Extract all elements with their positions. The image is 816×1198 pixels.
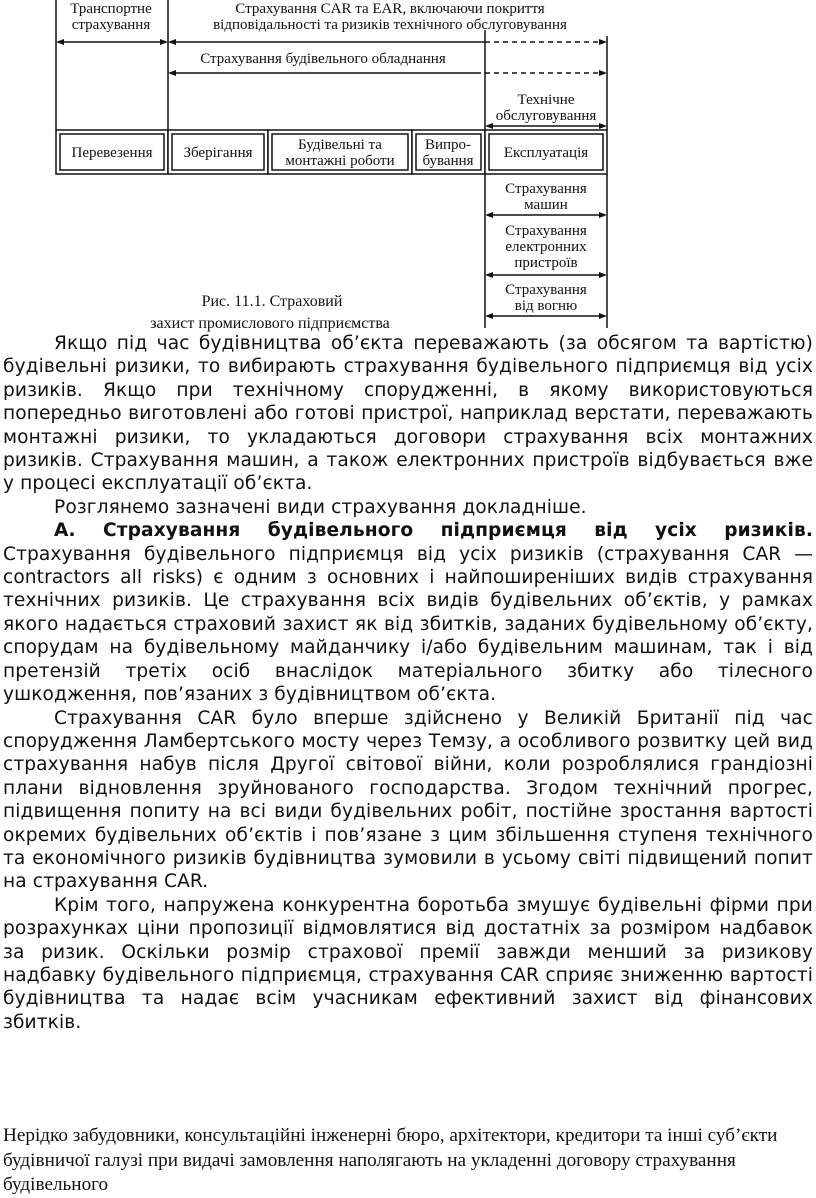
- insurance-diagram: [0, 0, 816, 335]
- label-machine-insurance: Страхування: [505, 181, 587, 197]
- label-machine-insurance-2: машин: [524, 197, 568, 213]
- stage-construction: Будівельні та: [298, 137, 382, 153]
- stage-testing: Випро-: [424, 137, 472, 153]
- tail-text: [3, 1124, 813, 1198]
- stage-transport: Перевезення: [71, 145, 153, 161]
- paragraph-3: [3, 519, 813, 706]
- label-fire-insurance-2: від вогню: [514, 298, 578, 314]
- figure-caption: Рис. 11.1. Страховий: [201, 293, 343, 310]
- section-heading-a: А. Страхування будівельного підприємця від усіх ризиків.: [54, 520, 813, 542]
- label-transport-insurance-2: страхування: [71, 17, 151, 33]
- paragraph-3-text: Страхування будівельного підприємця від усіх ризиків (страхування CAR — contractors all risks) є одним з основних і найпоширеніших видів страхування технічних ризиків. Це страхування всіх видів будівельних об’єктів, у рамках якого надається страховий захист як від збитків, заданих будівельному об’єкту, спорудам на будівельному майданчику і/або будівельним машинам, так і від претензій третіх осіб внаслідок матеріального збитку або тілесного ушкодження, пов’язаних з будівництвом об’єкта.: [3, 543, 813, 706]
- paragraph-5: Крім того, напружена конкурентна боротьба змушує будівельні фірми при розрахунках ціни пропозиції відмовлятися від достатніх за розміром надбавок за ризик. Оскільки розмір страхової премії завжди менший за ризикову надбавку будівельного підприємця, страхування CAR сприяє зниженню вартості будівництва та надає всім учасникам ефективний захист від фінансових збитків.: [3, 894, 813, 1033]
- paragraph-2: Розглянемо зазначені види страхування докладніше.: [54, 496, 587, 518]
- body-text: [3, 332, 813, 1034]
- figure-caption-2: захист промислового підприємства: [150, 315, 390, 332]
- label-fire-insurance: Страхування: [505, 282, 587, 298]
- label-electronics-insurance-2: електронних: [505, 239, 587, 255]
- paragraph-1: Якщо під час будівництва об’єкта переважають (за обсягом та вартістю) будівельні ризики, то вибирають страхування будівельного підприємця від усіх ризиків. Якщо при технічному спорудженні, в якому використовуються попередньо виготовлені або готові пристрої, наприклад верстати, переважають монтажні ризики, то укладаються договори страхування всіх монтажних ризиків. Страхування машин, а також електронних пристроїв відбувається вже у процесі експлуатації об’єкта.: [3, 333, 813, 495]
- label-transport-insurance: Транспортне: [70, 1, 152, 17]
- label-electronics-insurance: Страхування: [505, 223, 587, 239]
- stage-storage: Зберігання: [183, 145, 253, 161]
- label-car-ear-2: відповідальності та ризиків технічного обслуговування: [213, 17, 567, 33]
- label-car-ear: Страхування CAR та EAR, включаючи покриття: [235, 1, 545, 17]
- label-maintenance: Технічне: [517, 92, 575, 108]
- stage-construction-2: монтажні роботи: [285, 153, 395, 169]
- stage-operation: Експлуатація: [503, 145, 589, 161]
- paragraph-4: Страхування CAR було вперше здійснено у Великій Британії під час спорудження Ламбертського мосту через Темзу, а особливого розвитку цей вид страхування набув після Другої світової війни, коли розроблялися грандіозні плани відновлення зруйнованого господарства. Згодом технічний прогрес, підвищення попиту на всі види будівельних робіт, постійне зростання вартості окремих будівельних об’єктів і пов’язане з цим збільшення ступеня технічного та економічного ризиків будівництва зумовили в усьому світі підвищений попит на страхування CAR.: [3, 707, 813, 893]
- stage-testing-2: бування: [422, 153, 474, 169]
- paragraph-tail: Нерідко забудовники, консультаційні інженерні бюро, архітектори, кредитори та інші суб’єкти будівничої галузі при видачі замовлення наполягають на укладенні договору страхування будівельного: [3, 1125, 778, 1195]
- label-equipment-insurance: Страхування будівельного обладнання: [200, 51, 446, 67]
- label-electronics-insurance-3: пристроїв: [514, 255, 578, 271]
- label-maintenance-2: обслуговування: [495, 108, 597, 124]
